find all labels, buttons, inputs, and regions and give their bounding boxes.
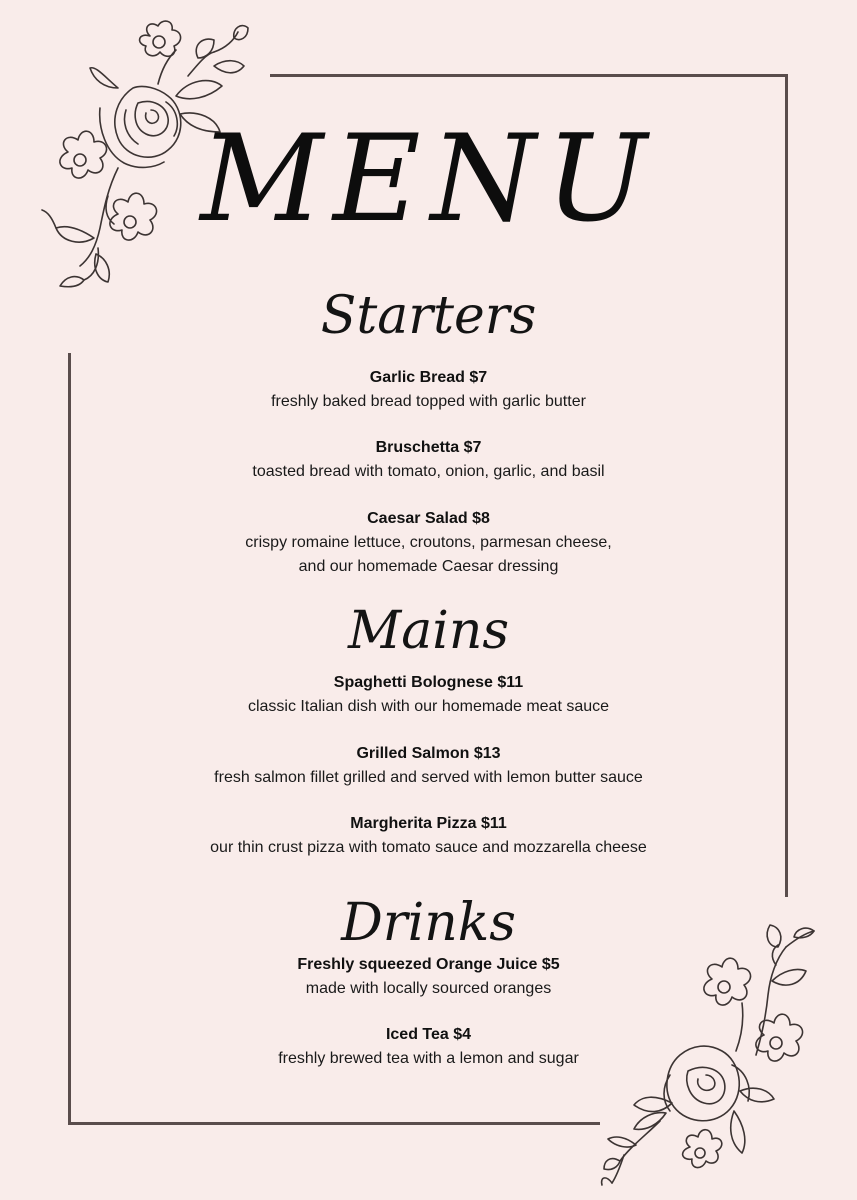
menu-item	[0, 671, 857, 719]
item-description: freshly brewed tea with a lemon and sugar	[278, 1050, 579, 1067]
item-description: toasted bread with tomato, onion, garlic, and basil	[252, 463, 605, 480]
item-name: Spaghetti Bolognese $11	[333, 674, 524, 691]
menu-item	[0, 953, 857, 1001]
menu-item	[0, 742, 857, 790]
frame-top-line	[270, 74, 788, 77]
item-name: Margherita Pizza $11	[350, 815, 507, 832]
menu-item	[0, 366, 857, 414]
item-name: Grilled Salmon $13	[356, 745, 501, 762]
item-description: crispy romaine lettuce, croutons, parmesan cheese,	[245, 534, 612, 551]
frame-bottom-line	[68, 1122, 600, 1125]
section-title-starters: Starters	[320, 286, 537, 346]
menu-item	[0, 507, 857, 579]
menu-item	[0, 436, 857, 484]
item-name: Bruschetta $7	[375, 439, 482, 456]
menu-item	[0, 1023, 857, 1071]
menu-title: MENU	[200, 110, 657, 249]
item-name: Caesar Salad $8	[367, 510, 490, 527]
item-description: made with locally sourced oranges	[305, 980, 552, 997]
item-description: fresh salmon fillet grilled and served with lemon butter sauce	[214, 769, 643, 786]
item-description-line2: and our homemade Caesar dressing	[298, 558, 559, 575]
item-name: Iced Tea $4	[385, 1026, 472, 1043]
item-description: freshly baked bread topped with garlic butter	[271, 393, 586, 410]
section-title-drinks: Drinks	[341, 893, 516, 953]
item-name: Freshly squeezed Orange Juice $5	[297, 956, 560, 973]
item-description: classic Italian dish with our homemade meat sauce	[247, 698, 610, 715]
item-name: Garlic Bread $7	[369, 369, 488, 386]
menu-item	[0, 812, 857, 860]
item-description: our thin crust pizza with tomato sauce and mozzarella cheese	[210, 839, 647, 856]
section-title-mains: Mains	[347, 601, 510, 661]
